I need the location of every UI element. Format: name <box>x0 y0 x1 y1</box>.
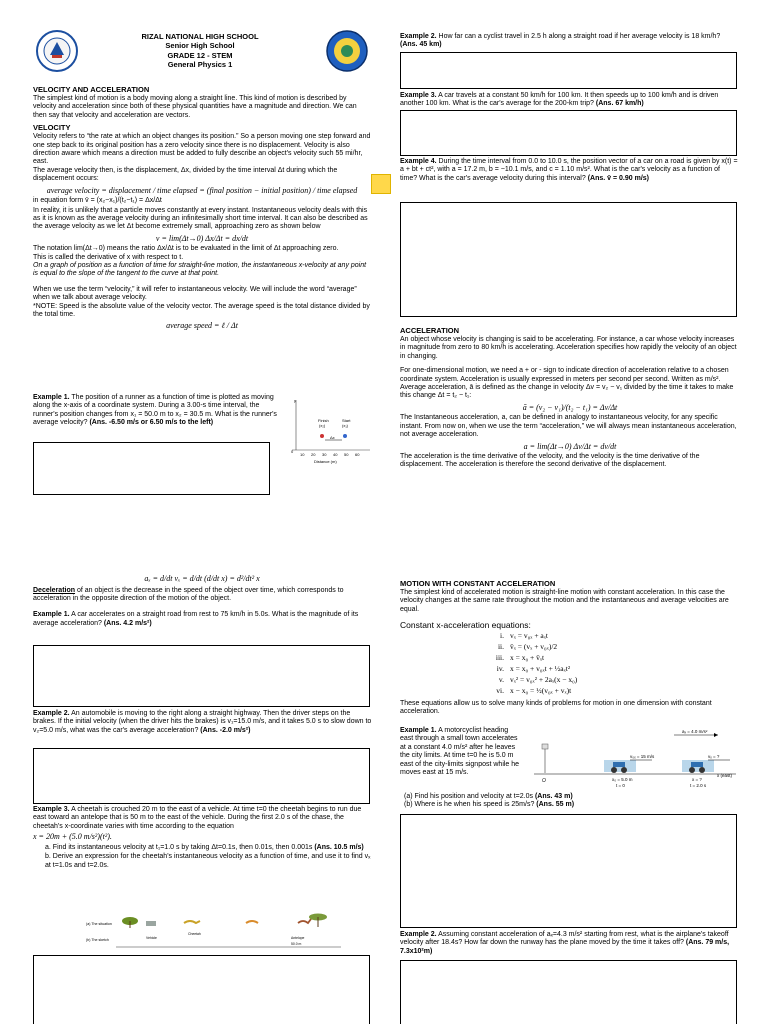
after-equations: These equations allow us to solve many kinds of problems for motion in one dimension with constant acceleration. <box>400 699 712 715</box>
equation-item <box>484 642 740 653</box>
equation-item <box>484 675 740 686</box>
accel-p3: The Instantaneous acceleration, a, can be defined in analogy to instantaneous velocity, for any specific instant. From now on, when we use the term “acceleration,” we will always mean instantaneous acceleration, not average acceleration. <box>400 414 737 439</box>
example-label: Example 2. <box>33 710 70 717</box>
part-a-answer: (Ans. 43 m) <box>534 793 573 800</box>
part-a-text: Find its instantaneous velocity at t₁=1.0 s by taking Δt=0.1s, then 0.01s, then 0.001s <box>52 843 313 851</box>
fig-row-a: (a) The situation <box>86 922 112 926</box>
answer-box-q3-ex3[interactable] <box>33 955 370 1024</box>
axis-ticks <box>300 452 360 457</box>
antelope-icon <box>298 919 311 923</box>
part-b-answer: (Ans. 55 m) <box>536 801 575 809</box>
q4-intro: The simplest kind of accelerated motion is straight-line motion with constant acceleration. In this case the velocity changes at the same rate throughout the motion and the instantaneous and average velocities are equal. <box>400 589 729 613</box>
motorcycle-icon <box>689 767 695 773</box>
origin-label: O <box>542 778 546 784</box>
velocity-p3: In reality, it is unlikely that a particle moves constantly at every instant. Instantaneous velocity deals with this as it is known as the average velocity during an infinitesimally short time interval. It can also be described as the average velocity as we let Δt become extremely small, approaching zero as shown below <box>33 206 368 231</box>
equation-item <box>484 631 740 642</box>
eq-text: vₓ² = v₀ₓ² + 2aₓ(x − x₀) <box>510 674 578 684</box>
ex2-answer: (Ans. 45 km) <box>400 41 442 49</box>
sticky-note-icon[interactable] <box>371 174 391 194</box>
example-label: Example 2. <box>400 33 437 40</box>
ex3-answer: (Ans. 67 km/h) <box>595 100 644 108</box>
example-label: Example 4. <box>400 158 437 165</box>
distance-axis-label: Distance (m) <box>314 459 337 464</box>
eq-title: Constant x-acceleration equations: <box>400 620 531 631</box>
motorcycle-icon <box>611 767 617 773</box>
q2-ex3 <box>400 92 740 109</box>
fig-row-b: (b) The sketch <box>86 938 109 942</box>
eq-number: iv. <box>496 663 504 673</box>
vehicle-icon <box>146 921 156 926</box>
q3-ex3 <box>33 806 373 831</box>
example1-text-block <box>33 394 283 428</box>
q3-ex3-part-a <box>45 844 373 852</box>
fig-cheetah-label: Cheetah <box>188 932 201 936</box>
answer-box-q1-ex1[interactable] <box>33 442 270 495</box>
eq-text: v̄ₓ = (vₓ + v₀ₓ)/2 <box>510 642 558 652</box>
eq-text: x = x₀ + v₀ₓt + ½aₓt² <box>510 663 571 673</box>
q3-ex2-answer: (Ans. -2.0 m/s²) <box>200 726 251 734</box>
q4-content <box>400 576 740 716</box>
q3-ex2-block <box>33 710 373 738</box>
q4-ex1 <box>400 727 520 777</box>
equation-item <box>484 653 740 664</box>
q4-ex2-block <box>400 931 742 959</box>
velocity-p2: The average velocity then, is the displacement, Δx, divided by the time interval Δt during which the displacement occurs: <box>33 166 338 183</box>
q1-example1 <box>33 394 283 431</box>
example-label: Example 1. <box>400 727 437 734</box>
school-level: Senior High School <box>165 41 235 51</box>
q3-ex1-answer: (Ans. 4.2 m/s²) <box>103 619 152 627</box>
section-title-acceleration: ACCELERATION <box>400 326 460 335</box>
finish-marker <box>320 434 324 438</box>
answer-box-q2-ex4[interactable] <box>400 202 737 317</box>
example-label: Example 1. <box>33 611 70 619</box>
q2-ex4-block <box>400 158 738 186</box>
part-marker: a. <box>45 843 51 851</box>
origin-label: 0 <box>291 449 294 454</box>
school-name: RIZAL NATIONAL HIGH SCHOOL <box>141 32 259 41</box>
seal-left <box>36 30 78 72</box>
intro-paragraph: The simplest kind of motion is a body moving along a straight line. This kind of motion is described by velocity and acceleration since both of these physical quantities have a magnitude and direction. We can then say that velocity and acceleration are vectors. <box>33 95 357 119</box>
ex4-answer: (Ans. v̄ = 0.90 m/s) <box>587 174 649 182</box>
delta-x-label: Δx <box>330 435 335 440</box>
answer-box-q3-ex2[interactable] <box>33 748 370 804</box>
ex2-text: How far can a cyclist travel in 2.5 h along a straight road if her average velocity is 18 km/h? <box>438 33 721 40</box>
q3-ex3-part-b <box>45 853 373 870</box>
tick-label: 50 <box>344 452 349 457</box>
cheetah-equation: x = 20m + (5.0 m/s²)(t²). <box>33 832 112 842</box>
avg-velocity-equation: average velocity = displacement / time elapsed = (final position − initial position) / time elapsed <box>46 185 358 195</box>
accel-p1: An object whose velocity is changing is said to be accelerating. For instance, a car whose velocity increases in magnitude from zero to 80 km/h is accelerating. Acceleration specifies how rapidly the velocity of an object in changing. <box>400 336 737 360</box>
fig-antelope-label: Antelope <box>291 936 305 940</box>
q2-ex2 <box>400 33 738 50</box>
eq-text: vₓ = v₀ₓ + aₓt <box>510 631 549 641</box>
x0-label: x₀ = 5.0 m <box>612 777 633 782</box>
section-title-constant-accel: MOTION WITH CONSTANT ACCELERATION <box>400 579 556 588</box>
q4-ex1-text: A motorcyclist heading east through a small town accelerates at a constant 4.0 m/s² after he leaves the city limits. At time t=0 he is 5.0 m east of the city-limits signpost while he moves east at 15 m/s. <box>400 727 520 776</box>
start-label: Start <box>342 418 351 423</box>
part-a-text: (a) Find his position and velocity at t=2.0s <box>404 793 533 800</box>
start-marker <box>343 434 347 438</box>
accel-p4: The acceleration is the time derivative of the velocity, and the velocity is the time derivative of the displacement. The acceleration is therefore the second derivative of the displacement. <box>400 453 700 469</box>
equation-form: in equation form v̄ = (x₂−x₁)/(t₂−t₁) = Δx/Δt <box>33 197 162 205</box>
derivative-text: This is called the derivative of x with respect to t. <box>33 253 184 261</box>
example1-answer: (Ans. -6.50 m/s or 6.50 m/s to the left) <box>89 419 214 427</box>
q4-ex2 <box>400 931 742 956</box>
t0-label: t = 0 <box>616 783 625 788</box>
section-title-velocity: VELOCITY <box>33 123 71 133</box>
tick-label: 20 <box>311 452 316 457</box>
example-label: Example 1. <box>33 394 70 401</box>
accel-label: aₓ = 4.0 m/s² <box>682 730 708 734</box>
example-label: Example 3. <box>33 806 70 813</box>
cheetah-icon <box>184 921 200 923</box>
x-label: x = ? <box>692 777 702 782</box>
eq-number: i. <box>500 631 504 641</box>
eq-number: v. <box>498 674 504 684</box>
tick-label: 60 <box>355 452 360 457</box>
eq-text: x − x₀ = ½(v₀ₓ + vₓ)t <box>510 685 572 695</box>
velocity-word-note: When we use the term “velocity,” it will refer to instantaneous velocity. We will include the word “average” when we talk about average velocity. <box>33 285 357 302</box>
part-marker: b. <box>45 853 51 861</box>
q3-ex2 <box>33 710 373 735</box>
deceleration-text <box>33 587 371 604</box>
seal-right <box>326 30 368 72</box>
motorcycle-diagram <box>524 730 740 792</box>
fig-distance-label: 50.0 m <box>291 942 302 946</box>
school-header <box>80 32 320 70</box>
runner-diagram <box>282 396 374 466</box>
q4-ex1-block <box>400 727 520 777</box>
notation-text: The notation lim(Δt→0) means the ratio Δx/Δt is to be evaluated in the limit of Δt approaching zero. <box>33 245 339 253</box>
grade: GRADE 12 - STEM <box>167 50 233 60</box>
tick-label: 40 <box>333 452 338 457</box>
q2-content <box>400 33 738 53</box>
avg-speed-equation: average speed = ℓ / Δt <box>166 321 238 331</box>
avg-accel-equation: ā = (v₂ − v₁)/(t₂ − t₁) = Δv/Δt <box>522 402 618 412</box>
q4-ex2-answer: (Ans. 79 m/s, 7.3x10²m) <box>400 939 730 955</box>
subject: General Physics 1 <box>167 60 233 70</box>
cheetah-running-icon <box>246 921 258 923</box>
q3-ex3-text: A cheetah is crouched 20 m to the east of a vehicle. At time t=0 the cheetah begins to run due east toward an antelope that is 50 m to the east of the vehicle. During the first 2.0 s of the chase, the cheetah's x-coordinate varies with time according to the equation <box>33 806 362 830</box>
q3-ex3-block <box>33 806 373 871</box>
part-a-answer: (Ans. 10.5 m/s) <box>314 843 364 851</box>
q4-ex1-part-a <box>404 793 734 801</box>
q3-ex3-parts <box>33 844 373 870</box>
q3-ex1 <box>33 611 371 628</box>
start-sub: (x₁) <box>342 423 349 428</box>
inst-velocity-equation: v = lim(Δt→0) Δx/Δt = dx/dt <box>155 233 249 243</box>
part-b-text: (b) Where is he when his speed is 25m/s? <box>404 801 535 809</box>
accel-p2: For one-dimensional motion, we need a + or - sign to indicate direction of acceleration relative to a chosen coordinate system. Acceleration is usually expressed in meters per second per second. Written as m/s². Average acceleration, ā is defined as the change in velocity Δv = v₂ − v₁ divided by the time it takes to make this change Δt = t₂ − t₁: <box>400 367 734 400</box>
eq-number: vi. <box>496 685 504 695</box>
q3-ex2-text: An automobile is moving to the right along a straight highway. Then the driver steps on the brakes. If the initial velocity (when the driver hits the brakes) is v₁=15.0 m/s, and it takes 5.0 s to slow down to v₂=5.0 m/s, what was the car's average acceleration? <box>33 710 372 734</box>
example1-text: The position of a runner as a function of time is plotted as moving along the x-axis of a coordinate system. During a 3.00-s time interval, the runner's position changes from x₁ = 50.0 m to x₂ = 30.5 m. What is the runner's average velocity? <box>33 394 277 427</box>
example-label: Example 3. <box>400 92 437 99</box>
tick-label: 30 <box>322 452 327 457</box>
cheetah-figure <box>86 909 346 954</box>
equation-item <box>484 686 740 697</box>
deceleration-label: Deceleration <box>33 586 76 594</box>
signpost-icon <box>542 744 548 749</box>
second-derivative-equation: aₓ = d/dt vₓ = d/dt (d/dt x) = d²/dt² x <box>144 574 260 583</box>
answer-box-q4-ex2[interactable] <box>400 960 737 1024</box>
q1-content <box>33 82 371 333</box>
q2-acceleration <box>400 323 740 473</box>
equation-item <box>484 664 740 675</box>
y-axis-label: y <box>294 398 296 403</box>
finish-label: Finish <box>318 418 329 423</box>
q3-content <box>33 572 371 631</box>
eq-number: iii. <box>495 653 504 663</box>
finish-sub: (x₂) <box>319 423 326 428</box>
vx-label: vₓ = ? <box>708 754 720 759</box>
east-label: x (east) <box>717 773 733 778</box>
tick-label: 10 <box>300 452 305 457</box>
q4-ex2-text: Assuming constant acceleration of aₓ=4.3 m/s² starting from rest, what is the airplane's takeoff velocity after 18.4s? How far down the runway has the plane moved by the time it takes off? <box>400 931 729 947</box>
deceleration-def: of an object is the decrease in the speed of the object over time, which corresponds to acceleration in the opposite direction of the motion of the object. <box>33 586 344 602</box>
graph-note: On a graph of position as a function of time for straight-line motion, the instantaneous x-velocity at any point is equal to the slope of the tangent to the curve at that point. <box>33 262 367 278</box>
q2-ex4 <box>400 158 738 183</box>
t-label: t = 2.0 s <box>690 783 707 788</box>
answer-box-q4-ex1[interactable] <box>400 814 737 928</box>
velocity-p1: Velocity refers to “the rate at which an object changes its position.” So a person moving one step forward and one step back to its original position has a zero velocity since there is no displacement. Velocity is also direction aware which means a direction must be added to fully describe an object's velocity such 55 mi/hr, east. <box>33 133 371 166</box>
ex3-text: A car travels at a constant 50 km/h for 100 km. It then speeds up to 100 km/h and is driven another 100 km. What is the car's average for the 200-km trip? <box>400 92 719 108</box>
part-b-text: Derive an expression for the cheetah's instantaneous velocity as a function of time, and use it to find vₓ at t=1.0s and t=2.0s. <box>45 853 371 869</box>
inst-accel-equation: a = lim(Δt→0) Δv/Δt = dv/dt <box>523 441 617 451</box>
equation-list <box>484 631 740 696</box>
ex4-text: During the time interval from 0.0 to 10.0 s, the position vector of a car on a road is given by x(t) = a + bt + ct², with a = 17.2 m, b = −10.1 m/s, and c = 1.10 m/s². What is the car's velocity as a function of time? What is the car's average velocity during this interval? <box>400 158 738 182</box>
eq-text: x = x₀ + v̄ₓt <box>510 653 545 663</box>
q3-ex1-text: A car accelerates on a straight road from rest to 75 km/h in 5.0s. What is the magnitude of its average acceleration? <box>33 611 359 627</box>
q4-ex1-part-b <box>404 801 734 809</box>
example-label: Example 2. <box>400 931 437 938</box>
fig-vehicle-label: Vehicle <box>146 936 157 940</box>
q2-ex3-block <box>400 92 740 112</box>
v0-label: v₀ₓ = 15 m/s <box>630 754 655 759</box>
answer-box-q3-ex1[interactable] <box>33 645 370 707</box>
answer-box-q2-ex3[interactable] <box>400 110 737 156</box>
eq-number: ii. <box>497 642 504 652</box>
q4-ex1-parts <box>404 793 734 810</box>
speed-note: *NOTE: Speed is the absolute value of the velocity vector. The average speed is the total distance divided by the total time. <box>33 302 370 318</box>
section-title-velocity-acceleration: VELOCITY AND ACCELERATION <box>33 85 150 94</box>
answer-box-q2-ex2[interactable] <box>400 52 737 89</box>
